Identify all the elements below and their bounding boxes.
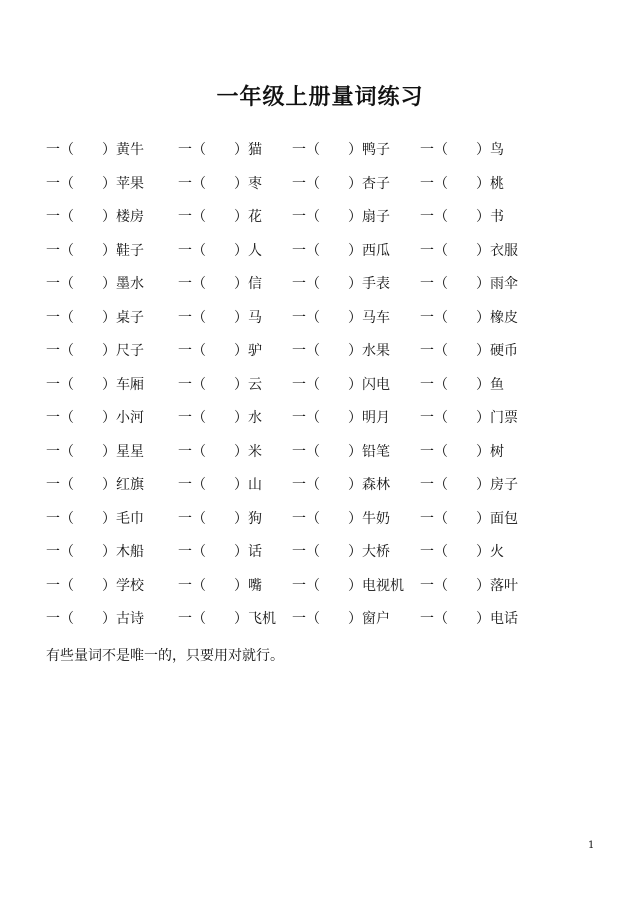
exercise-row bbox=[46, 540, 606, 574]
exercise-row bbox=[46, 239, 606, 273]
exercise-row bbox=[46, 507, 606, 541]
exercise-row bbox=[46, 339, 606, 373]
exercise-item: 一（ ）枣 bbox=[178, 175, 262, 192]
exercise-item: 一（ ）红旗 bbox=[46, 477, 144, 493]
exercise-item: 一（ ）房子 bbox=[420, 477, 518, 493]
exercise-item: 一（ ）西瓜 bbox=[292, 242, 390, 259]
exercise-item: 一（ ）墨水 bbox=[46, 276, 144, 292]
exercise-row bbox=[46, 373, 606, 407]
footer-note: 有些量词不是唯一的，只要用对就行。 bbox=[46, 648, 284, 664]
exercise-item: 一（ ）苹果 bbox=[46, 175, 144, 192]
exercise-item: 一（ ）嘴 bbox=[178, 577, 262, 594]
exercise-rows bbox=[46, 138, 606, 641]
exercise-item: 一（ ）山 bbox=[178, 477, 262, 493]
exercise-item: 一（ ）扇子 bbox=[292, 209, 390, 225]
exercise-item: 一（ ）水 bbox=[178, 410, 262, 426]
exercise-item: 一（ ）硬币 bbox=[420, 343, 518, 359]
exercise-item: 一（ ）人 bbox=[178, 242, 262, 259]
exercise-row bbox=[46, 205, 606, 239]
exercise-item: 一（ ）黄牛 bbox=[46, 142, 144, 158]
exercise-item: 一（ ）橡皮 bbox=[420, 309, 518, 326]
exercise-item: 一（ ）尺子 bbox=[46, 343, 144, 359]
exercise-item: 一（ ）鱼 bbox=[420, 376, 504, 393]
exercise-item: 一（ ）牛奶 bbox=[292, 510, 390, 527]
exercise-item: 一（ ）狗 bbox=[178, 510, 262, 527]
exercise-row bbox=[46, 272, 606, 306]
exercise-item: 一（ ）森林 bbox=[292, 477, 390, 493]
exercise-row bbox=[46, 574, 606, 608]
exercise-item: 一（ ）火 bbox=[420, 544, 504, 560]
exercise-item: 一（ ）马 bbox=[178, 309, 262, 326]
exercise-item: 一（ ）树 bbox=[420, 443, 504, 460]
page-number: 1 bbox=[588, 840, 595, 851]
exercise-item: 一（ ）马车 bbox=[292, 309, 390, 326]
exercise-item: 一（ ）铅笔 bbox=[292, 443, 390, 460]
exercise-row bbox=[46, 138, 606, 172]
exercise-item: 一（ ）云 bbox=[178, 376, 262, 393]
exercise-item: 一（ ）古诗 bbox=[46, 611, 144, 627]
exercise-item: 一（ ）毛巾 bbox=[46, 510, 144, 527]
exercise-item: 一（ ）面包 bbox=[420, 510, 518, 527]
exercise-item: 一（ ）飞机 bbox=[178, 611, 276, 627]
exercise-item: 一（ ）鞋子 bbox=[46, 242, 144, 259]
exercise-item: 一（ ）话 bbox=[178, 544, 262, 560]
exercise-item: 一（ ）闪电 bbox=[292, 376, 390, 393]
exercise-item: 一（ ）猫 bbox=[178, 142, 262, 158]
exercise-item: 一（ ）水果 bbox=[292, 343, 390, 359]
exercise-item: 一（ ）花 bbox=[178, 209, 262, 225]
exercise-row bbox=[46, 406, 606, 440]
exercise-item: 一（ ）小河 bbox=[46, 410, 144, 426]
exercise-item: 一（ ）电话 bbox=[420, 611, 518, 627]
exercise-item: 一（ ）明月 bbox=[292, 410, 390, 426]
exercise-item: 一（ ）落叶 bbox=[420, 577, 518, 594]
exercise-item: 一（ ）大桥 bbox=[292, 544, 390, 560]
exercise-item: 一（ ）木船 bbox=[46, 544, 144, 560]
page-title: 一年级上册量词练习 bbox=[216, 84, 424, 110]
exercise-item: 一（ ）书 bbox=[420, 209, 504, 225]
exercise-item: 一（ ）米 bbox=[178, 443, 262, 460]
exercise-row bbox=[46, 172, 606, 206]
exercise-item: 一（ ）杏子 bbox=[292, 175, 390, 192]
exercise-item: 一（ ）驴 bbox=[178, 343, 262, 359]
exercise-item: 一（ ）门票 bbox=[420, 410, 518, 426]
exercise-row bbox=[46, 473, 606, 507]
exercise-item: 一（ ）星星 bbox=[46, 443, 144, 460]
exercise-item: 一（ ）信 bbox=[178, 276, 262, 292]
exercise-item: 一（ ）鸭子 bbox=[292, 142, 390, 158]
exercise-item: 一（ ）车厢 bbox=[46, 376, 144, 393]
exercise-item: 一（ ）学校 bbox=[46, 577, 144, 594]
exercise-item: 一（ ）楼房 bbox=[46, 209, 144, 225]
exercise-item: 一（ ）电视机 bbox=[292, 577, 404, 594]
exercise-item: 一（ ）手表 bbox=[292, 276, 390, 292]
exercise-row bbox=[46, 440, 606, 474]
exercise-item: 一（ ）桃 bbox=[420, 175, 504, 192]
exercise-item: 一（ ）桌子 bbox=[46, 309, 144, 326]
exercise-item: 一（ ）雨伞 bbox=[420, 276, 518, 292]
exercise-item: 一（ ）鸟 bbox=[420, 142, 504, 158]
exercise-row bbox=[46, 607, 606, 641]
exercise-item: 一（ ）窗户 bbox=[292, 611, 390, 627]
exercise-row bbox=[46, 306, 606, 340]
exercise-item: 一（ ）衣服 bbox=[420, 242, 518, 259]
